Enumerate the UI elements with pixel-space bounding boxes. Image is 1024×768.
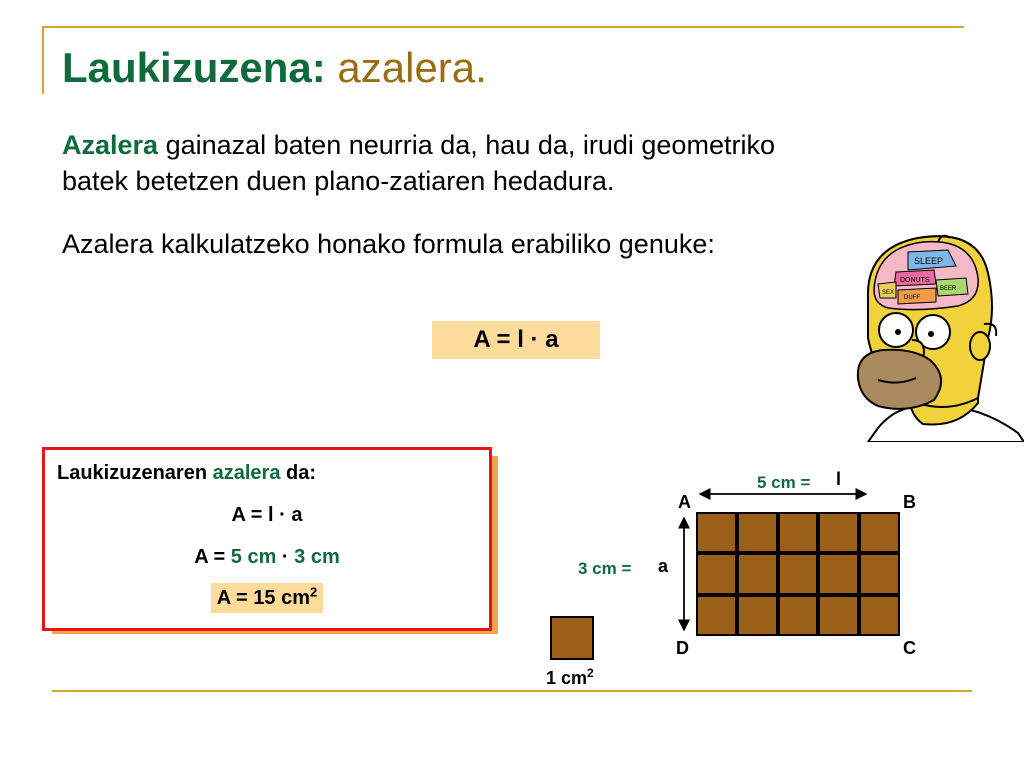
corner-d: D: [676, 638, 689, 658]
grid-cell: [737, 553, 778, 594]
grid-cell: [818, 595, 859, 636]
example-heading-post: da:: [280, 462, 317, 484]
grid-cell: [778, 595, 819, 636]
calc-width: 3 cm: [294, 546, 340, 568]
grid-cell: [696, 553, 737, 594]
title-accent-line: [42, 26, 44, 94]
example-heading-pre: Laukizuzenaren: [57, 462, 213, 484]
svg-text:BEER: BEER: [940, 286, 957, 292]
svg-text:DONUTS: DONUTS: [900, 277, 930, 284]
example-box: [42, 447, 492, 631]
example-heading: [57, 462, 316, 485]
unit-label: [546, 666, 594, 689]
result-text: A = 15 cm: [216, 586, 310, 609]
title-bold: Laukizuzena:: [62, 44, 326, 91]
top-rule: [42, 26, 964, 28]
slide-title: [62, 40, 487, 96]
svg-text:DUFF: DUFF: [904, 295, 920, 301]
grid-cell: [778, 553, 819, 594]
length-measure: 5 cm =: [757, 473, 811, 492]
rectangle-grid: [696, 512, 900, 636]
width-variable: a: [658, 556, 669, 576]
width-measure: 3 cm =: [578, 559, 632, 578]
corner-c: C: [903, 638, 916, 658]
bottom-rule: [52, 690, 972, 692]
grid-cell: [859, 512, 900, 553]
corner-a: A: [678, 492, 691, 512]
grid-cell: [778, 512, 819, 553]
grid-cell: [818, 512, 859, 553]
example-calculation: [45, 546, 489, 569]
grid-cell: [818, 553, 859, 594]
example-result: [211, 583, 323, 613]
homer-illustration: [838, 228, 1024, 442]
calc-pre: A =: [194, 546, 231, 568]
definition-text-line2: batek betetzen duen plano-zatiaren hedadura.: [62, 166, 615, 196]
grid-cell: [859, 595, 900, 636]
definition-term: Azalera: [62, 130, 159, 160]
main-formula: A = l · a: [432, 321, 600, 359]
unit-square: [550, 616, 594, 660]
grid-cell: [696, 512, 737, 553]
corner-b: B: [903, 492, 916, 512]
definition-text: gainazal baten neurria da, hau da, irudi geometriko: [158, 130, 775, 160]
grid-cell: [859, 553, 900, 594]
formula-intro: Azalera kalkulatzeko honako formula erabiliko genuke:: [62, 229, 715, 259]
result-exponent: 2: [309, 584, 318, 599]
title-rest: azalera.: [337, 44, 487, 91]
example-formula: A = l · a: [231, 504, 303, 526]
example-heading-term: azalera: [212, 462, 281, 484]
unit-label-text: 1 cm: [546, 668, 588, 688]
length-variable: l: [836, 469, 842, 489]
example-result-row: [45, 584, 489, 610]
calc-length: 5 cm: [230, 546, 277, 568]
grid-cell: [737, 595, 778, 636]
calc-dot: ·: [276, 546, 295, 568]
svg-text:SEX: SEX: [882, 290, 895, 296]
grid-cell: [696, 595, 737, 636]
definition-paragraph: [62, 127, 982, 199]
grid-cell: [737, 512, 778, 553]
svg-text:SLEEP: SLEEP: [914, 256, 944, 266]
unit-label-exponent: 2: [587, 666, 594, 680]
